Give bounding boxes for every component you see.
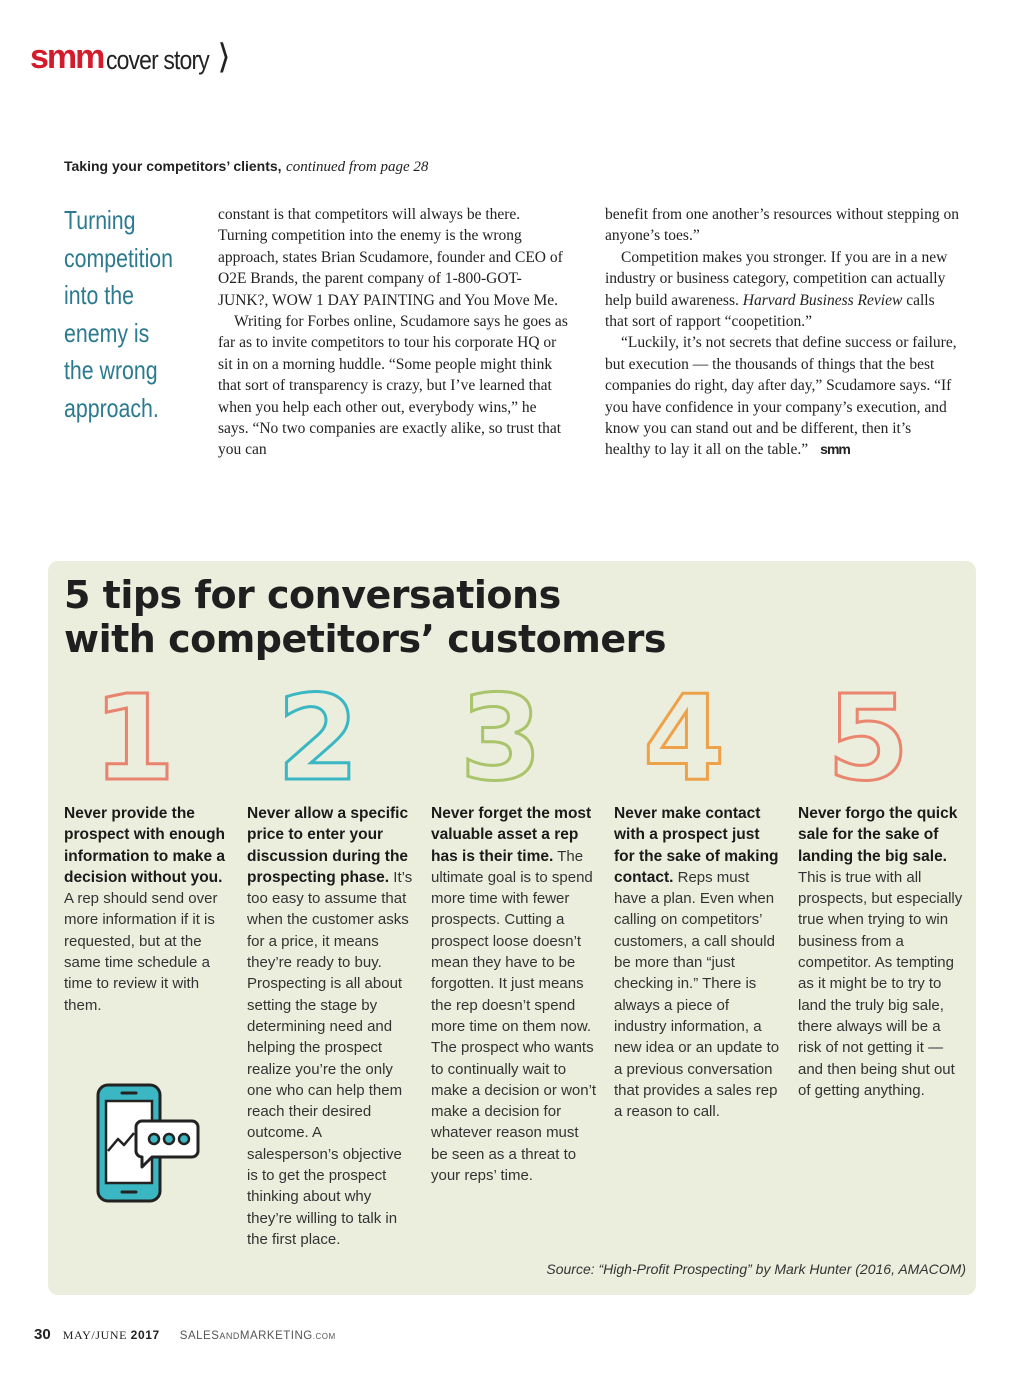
publication-title: Harvard Business Review	[742, 291, 903, 309]
section-label: cover story	[106, 45, 210, 75]
tip-3	[431, 803, 599, 1186]
paragraph-text: Competition makes you stronger. If you are in a new industry or business category, competition can actually help build awareness.	[605, 248, 948, 309]
continued-line	[64, 158, 428, 176]
tip-heading: Never forget the most valuable asset a rep has is their time.	[431, 805, 592, 865]
tips-sidebar	[48, 561, 976, 1295]
article-column-2	[605, 204, 960, 461]
sidebar-title-line: with competitors’ customers	[64, 617, 666, 661]
tip-2	[247, 803, 415, 1250]
tip-5	[798, 803, 966, 1101]
sidebar-title-line: 5 tips for conversations	[64, 573, 561, 617]
paragraph-text: calls that sort of rapport “coopetition.”	[605, 291, 935, 331]
issue-month: MAY/JUNE	[62, 1328, 128, 1342]
site-part: AND	[219, 1331, 240, 1341]
section-header	[30, 30, 231, 74]
tip-1	[64, 803, 232, 1016]
tip-heading: Never provide the prospect with enough information to make a decision without you.	[64, 805, 226, 886]
tip-number-2: 2	[276, 681, 360, 791]
site-part: SALES	[179, 1330, 220, 1342]
pull-quote-line: the wrong	[64, 355, 158, 385]
tip-number-4: 4	[642, 681, 726, 791]
tip-number-5: 5	[826, 681, 910, 791]
paragraph	[605, 247, 960, 333]
continued-note: continued from page 28	[286, 159, 429, 175]
paragraph	[605, 332, 960, 460]
tip-body: It’s too easy to assume that when the customer asks for a price, it means they’re ready to buy. Prospecting is all about setting the stage by determining need and helping the prospect realize you’re the only one who can help them reach their desired outcome. A salesperson’s objective is to get the prospect thinking about why they’re willing to talk in the first place.	[247, 868, 413, 1248]
tip-number-1: 1	[92, 681, 176, 791]
tip-body: Reps must have a plan. Even when calling on competitors’ customers, a call should be more than “just checking in.” There is always a piece of industry information, a new idea or an update to a previous conversation that provides a sales rep a reason to call.	[614, 868, 780, 1121]
pull-quote-line: enemy is	[64, 317, 150, 348]
paragraph: benefit from one another’s resources without stepping on anyone’s toes.”	[605, 206, 959, 245]
end-mark-logo: smm	[820, 441, 850, 458]
sidebar-title	[64, 573, 666, 661]
smm-logo: smm	[30, 38, 104, 76]
issue-date	[63, 1328, 160, 1343]
tip-heading: Never forgo the quick sale for the sake of landing the big sale.	[798, 805, 958, 865]
tip-heading: Never allow a specific price to enter your discussion during the prospecting phase.	[247, 805, 409, 886]
article-column-1	[218, 204, 570, 461]
tip-heading: Never make contact with a prospect just for the sake of making contact.	[614, 805, 779, 886]
pull-quote-line: into the	[64, 280, 134, 310]
pull-quote	[64, 202, 179, 427]
site-part: MARKETING	[239, 1330, 313, 1342]
pull-quote-line: competition	[64, 242, 174, 273]
tip-body: A rep should send over more information if it is requested, but at the same time schedule a time to review it with them.	[64, 890, 218, 1014]
paragraph: Writing for Forbes online, Scudamore says he goes as far as to invite competitors to tour his corporate HQ or sit in on a morning huddle. “Some people might think that sort of transparency is crazy, but I’ve learned that when you help each other out, everybody wins,” he says. “No two companies are exactly alike, so trust that you can	[218, 313, 568, 459]
site-part: .COM	[312, 1332, 336, 1341]
pull-quote-line: Turning	[64, 205, 136, 235]
site-name	[180, 1330, 336, 1342]
tip-body: This is true with all prospects, but especially true when trying to win business from a competitor. As tempting as it might be to try to land the truly big sale, there always will be a risk of not getting it — and then being shut out of getting anything.	[798, 868, 963, 1099]
continued-title: Taking your competitors’ clients,	[64, 158, 282, 174]
tip-body: The ultimate goal is to spend more time with fewer prospects. Cutting a prospect loose doesn’t mean they have to be forgotten. It just means the rep doesn’t spend more time on them now. The prospect who wants to continually wait to make a decision or won’t make a decision for whatever reason must be seen as a threat to your reps’ time.	[431, 847, 597, 1185]
issue-year: 2017	[130, 1328, 160, 1342]
tip-numbers	[48, 681, 976, 791]
source-credit: Source: “High-Profit Prospecting” by Mark Hunter (2016, AMACOM)	[546, 1261, 966, 1277]
phone-chat-icon	[94, 1081, 204, 1209]
paragraph: constant is that competitors will always be there. Turning competition into the enemy is the wrong approach, states Brian Scudamore, founder and CEO of O2E Brands, the parent company of 1-800-GOT-JUNK?, WOW 1 DAY PAINTING and You Move Me.	[218, 206, 563, 309]
tip-4	[614, 803, 782, 1122]
chevron-right-icon: ⟩	[217, 38, 231, 76]
page-footer	[34, 1326, 336, 1343]
pull-quote-line: approach.	[64, 392, 159, 423]
tip-number-3: 3	[459, 681, 543, 791]
paragraph-text: “Luckily, it’s not secrets that define success or failure, but execution — the thousands of things that the best companies do right, day after day,” Scudamore says. “If you have confidence in your company’s execution, and know you can stand out and be different, then it’s healthy to lay it all on the table.”	[605, 334, 957, 459]
page-number: 30	[34, 1326, 51, 1343]
